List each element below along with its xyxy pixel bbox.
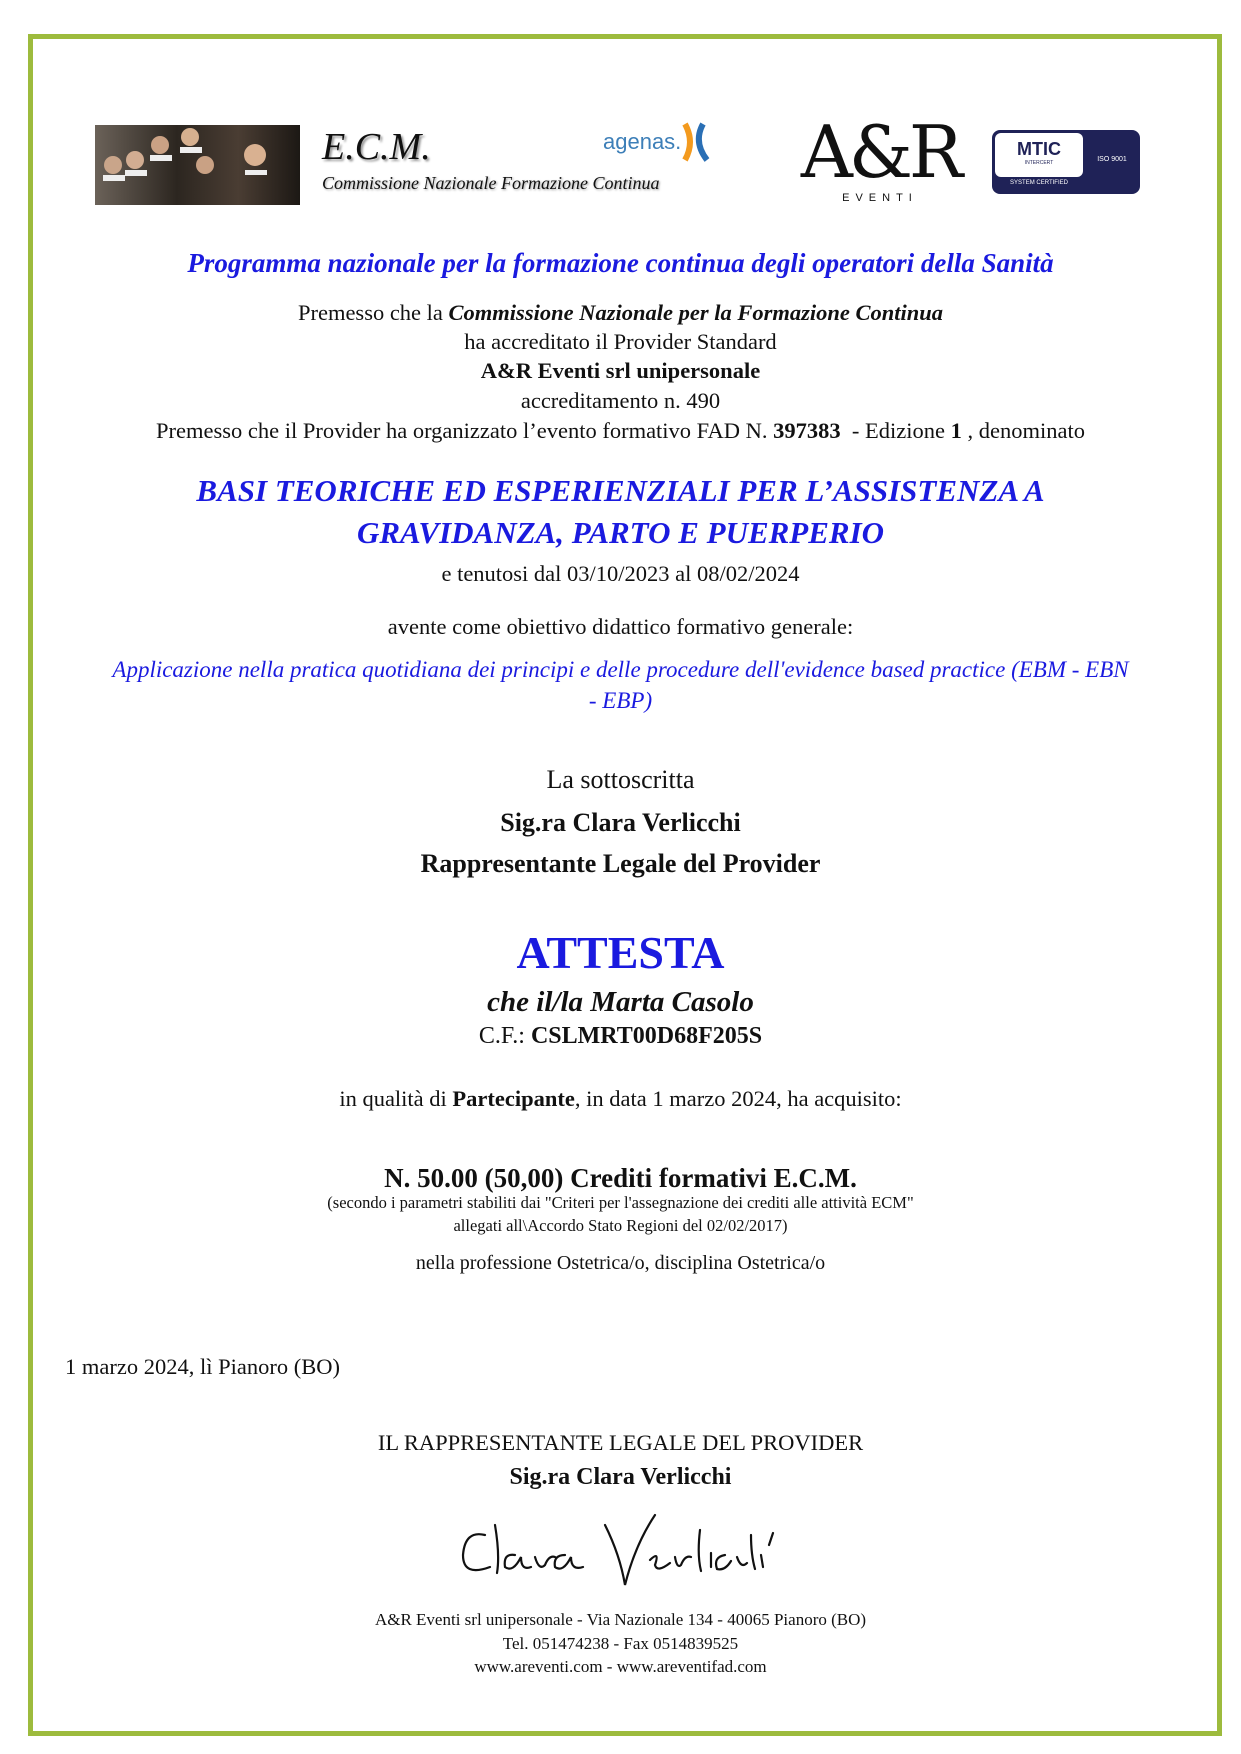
- footer-web: www.areventi.com - www.areventifad.com: [474, 1657, 767, 1676]
- credits: N. 50.00 (50,00) Crediti formativi E.C.M.: [384, 1163, 857, 1193]
- agenas-text: agenas.: [603, 129, 682, 154]
- event-number: 397383: [773, 418, 841, 443]
- edition-label: - Edizione: [840, 418, 951, 443]
- signatory-intro: La sottoscritta: [546, 765, 695, 794]
- acquired-line: [0, 1086, 1241, 1112]
- attesta-heading: ATTESTA: [516, 927, 725, 978]
- premise-prefix: Premesso che la: [297, 300, 449, 325]
- edition-number: 1: [950, 418, 962, 443]
- event-prefix: Premesso che il Provider ha organizzato l’evento formativo FAD N.: [156, 418, 774, 443]
- commission-name: Commissione Nazionale per la Formazione Continua: [448, 300, 944, 325]
- painting-logo: [95, 125, 300, 205]
- agenas-logo: [603, 122, 711, 162]
- participant-role: Partecipante: [452, 1086, 575, 1111]
- event-dates: e tenutosi dal 03/10/2023 al 08/02/2024: [441, 561, 800, 586]
- footer-address: A&R Eventi srl unipersonale - Via Nazionale 134 - 40065 Pianoro (BO): [374, 1610, 867, 1629]
- accreditation: accreditamento n. 490: [520, 388, 721, 413]
- ar-eventi-logo: [795, 112, 965, 204]
- cf-label: C.F.:: [478, 1023, 531, 1049]
- event-suffix: , denominato: [961, 418, 1085, 443]
- acquired-prefix: in qualità di: [339, 1086, 453, 1111]
- iso-badge: ISO 9001: [1097, 156, 1127, 163]
- premise-line-1: [0, 300, 1241, 326]
- mtic-logo: [992, 130, 1140, 194]
- objective-label: avente come obiettivo didattico formativo generale:: [387, 614, 854, 639]
- provider-name: A&R Eventi srl unipersonale: [480, 358, 761, 383]
- credits-note-1: (secondo i parametri stabiliti dai "Criteri per l'assegnazione dei crediti alle attività ECM": [327, 1193, 914, 1212]
- signatory-name: Sig.ra Clara Verlicchi: [500, 808, 741, 837]
- footer-phone: Tel. 051474238 - Fax 0514839525: [502, 1634, 739, 1653]
- participant-name: che il/la Marta Casolo: [487, 986, 754, 1018]
- ar-sub: EVENTI: [842, 192, 918, 204]
- mtic-cert: SYSTEM CERTIFIED: [1010, 180, 1068, 186]
- signatory-role: Rappresentante Legale del Provider: [420, 849, 821, 878]
- credits-note-2: allegati all\Accordo Stato Regioni del 02/02/2017): [453, 1216, 788, 1235]
- premise-line-5: [0, 418, 1241, 444]
- tax-code: [0, 1023, 1241, 1050]
- event-title-2: GRAVIDANZA, PARTO E PUERPERIO: [356, 515, 885, 550]
- agenas-mark-icon: [681, 122, 711, 162]
- premise-line-2: ha accreditato il Provider Standard: [464, 329, 777, 354]
- program-heading: Programma nazionale per la formazione continua degli operatori della Sanità: [187, 248, 1054, 278]
- footer-sign-title: IL RAPPRESENTANTE LEGALE DEL PROVIDER: [377, 1430, 864, 1455]
- objective-1: Applicazione nella pratica quotidiana dei principi e delle procedure dell'evidence based practice (EBM - EBN: [112, 657, 1129, 682]
- ar-mark: A&R: [800, 110, 960, 194]
- ecm-title: E.C.M.: [322, 126, 431, 168]
- objective-2: - EBP): [588, 688, 653, 713]
- cf-value: CSLMRT00D68F205S: [530, 1023, 763, 1049]
- profession: nella professione Ostetrica/o, disciplina Ostetrica/o: [415, 1252, 826, 1274]
- place-date: 1 marzo 2024, lì Pianoro (BO): [65, 1354, 340, 1379]
- mtic-sub: INTERCERT: [1024, 160, 1054, 166]
- event-title-1: BASI TEORICHE ED ESPERIENZIALI PER L’ASSISTENZA A: [196, 473, 1045, 508]
- ecm-subtitle: Commissione Nazionale Formazione Continua: [322, 173, 660, 193]
- signature: [455, 1505, 795, 1595]
- acquired-suffix: , in data 1 marzo 2024, ha acquisito:: [574, 1086, 902, 1111]
- mtic-text: MTIC: [1017, 139, 1061, 159]
- footer-sign-name: Sig.ra Clara Verlicchi: [509, 1464, 732, 1490]
